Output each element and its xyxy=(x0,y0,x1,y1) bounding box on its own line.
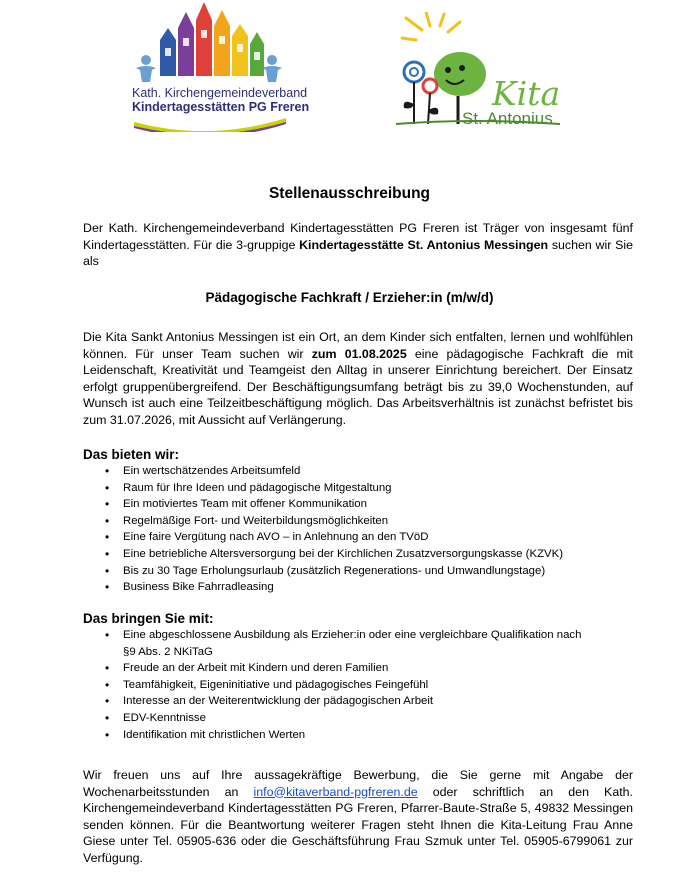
description-start-date: zum 01.08.2025 xyxy=(311,346,407,361)
list-item xyxy=(83,627,643,660)
description-text-2: eine pädagogische Fachkraft die mit Leidenschaft, Kreativität und Teamgeist den Alltag in unserer Einrichtung bereichert. Der Einsatz erfolgt gruppenübergreifend. Der Beschäftigungsumfang beträgt bis zu 39,0 Wochenstunden, auf Wunsch ist auch eine Teilzeitbeschäftigung möglich. Das Arbeitsverhältnis ist zunächst befristet bis zum 31.07.2026, mit Aussicht auf Verlängerung. xyxy=(83,346,633,427)
list-item: • EDV-Kenntnisse xyxy=(83,710,643,727)
closing-paragraph xyxy=(83,767,633,866)
position-title: Pädagogische Fachkraft / Erzieher:in (m/w/d) xyxy=(205,290,494,305)
list-item: • Interesse an der Weiterentwicklung der pädagogischen Arbeit xyxy=(83,693,643,710)
intro-kita-name: Kindertagesstätte St. Antonius Messingen xyxy=(299,237,549,252)
kita-st-antonius-logo xyxy=(392,12,562,132)
description-text-1: Die Kita Sankt Antonius Messingen ist ein Ort, an dem Kinder sich entfalten, lernen und wohlfühlen können. Für unser Team suchen wir xyxy=(83,330,633,361)
offer-heading: Das bieten wir: xyxy=(83,447,180,462)
logo-st-antonius: St. Antonius xyxy=(462,109,553,128)
requirements-list xyxy=(83,627,643,743)
list-item: • Ein wertschätzendes Arbeitsumfeld xyxy=(83,463,643,480)
list-item: • Raum für Ihre Ideen und pädagogische Mitgestaltung xyxy=(83,480,643,497)
closing-text-2: oder schriftlich an den Kath. Kirchengemeindeverband Kindertagesstätten PG Freren, Pfarrer-Baute-Straße 5, 49832 Messingen senden können. Für die Beantwortung weiterer Fragen steht Ihnen die Kita-Leitung Frau Anne Giese unter Tel. 05905-636 oder die Geschäftsführung Frau Szmuk unter Tel. 05905-6799061 zur Verfügung. xyxy=(83,784,633,865)
description-paragraph xyxy=(83,329,633,428)
list-item: • Bis zu 30 Tage Erholungsurlaub (zusätzlich Regenerations- und Umwandlungstage) xyxy=(83,563,643,580)
offer-list xyxy=(83,463,643,596)
list-item: • Freude an der Arbeit mit Kindern und deren Familien xyxy=(83,660,643,677)
requirements-heading: Das bringen Sie mit: xyxy=(83,611,214,626)
list-item: • Ein motiviertes Team mit offener Kommunikation xyxy=(83,496,643,513)
logo-line-1: Kath. Kirchengemeindeverband xyxy=(132,86,308,100)
logo-kita-word: Kita xyxy=(492,74,561,113)
requirement-line-2: §9 Abs. 2 NKiTaG xyxy=(123,645,213,658)
list-item: • Identifikation mit christlichen Werten xyxy=(83,727,643,744)
intro-paragraph xyxy=(83,220,633,270)
closing-text-1: Wir freuen uns auf Ihre aussagekräftige Bewerbung, die Sie gerne mit Angabe der Wochenarbeitsstunden an xyxy=(83,768,633,799)
list-item: • Eine faire Vergütung nach AVO – in Anlehnung an den TVöD xyxy=(83,529,643,546)
email-link[interactable]: info@kitaverband-pgfreren.de xyxy=(253,784,418,799)
intro-text-1: Der Kath. Kirchengemeindeverband Kindertagesstätten PG Freren ist Träger von insgesamt fünf Kindertagesstätten. Für die 3-gruppige xyxy=(83,221,633,252)
requirement-line-1: • Eine abgeschlossene Ausbildung als Erzieher:in oder eine vergleichbare Qualifikation nach xyxy=(123,629,582,641)
kirchengemeindeverband-logo xyxy=(130,2,310,132)
logo-line-2: Kindertagesstätten PG Freren xyxy=(132,100,310,114)
page-title: Stellenausschreibung xyxy=(268,185,431,202)
list-item: • Business Bike Fahrradleasing xyxy=(83,579,643,596)
list-item: • Regelmäßige Fort- und Weiterbildungsmöglichkeiten xyxy=(83,513,643,530)
list-item: • Eine betriebliche Altersversorgung bei der Kirchlichen Zusatzversorgungskasse (KZVK) xyxy=(83,546,643,563)
intro-text-2: suchen wir Sie als xyxy=(83,237,633,268)
list-item: • Teamfähigkeit, Eigeninitiative und pädagogisches Feingefühl xyxy=(83,677,643,694)
